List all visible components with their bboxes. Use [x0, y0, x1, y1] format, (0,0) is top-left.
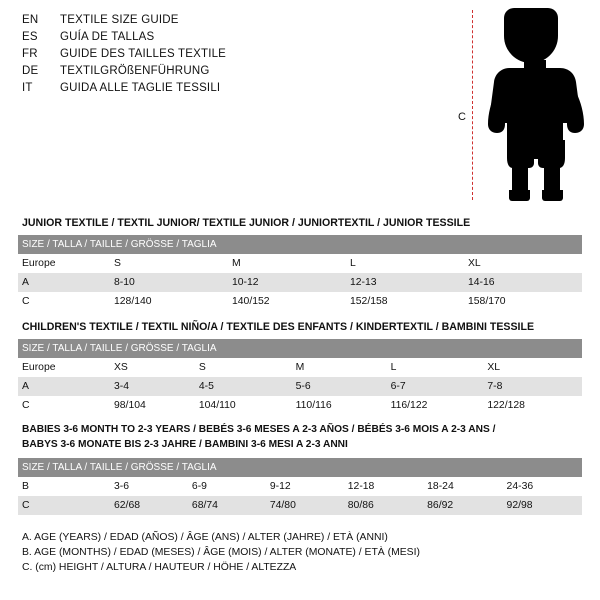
table-row	[18, 273, 582, 292]
cell: 12-13	[346, 273, 464, 292]
language-header	[22, 14, 442, 99]
cell: 7-8	[483, 377, 582, 396]
table-children-textile	[18, 339, 582, 415]
language-title: TEXTILE SIZE GUIDE	[60, 14, 179, 26]
cell: M	[228, 254, 346, 273]
cell: 14-16	[464, 273, 582, 292]
table-row	[18, 477, 582, 496]
cell: XL	[464, 254, 582, 273]
measurement-figure	[448, 6, 590, 202]
row-label: B	[18, 477, 110, 496]
row-label: A	[18, 377, 110, 396]
measurement-label-c: C	[458, 111, 466, 123]
table-row	[18, 292, 582, 311]
cell: 3-6	[110, 477, 188, 496]
row-label: C	[18, 292, 110, 311]
cell: 86/92	[423, 496, 502, 515]
cell: 122/128	[483, 396, 582, 415]
legend-block	[22, 530, 582, 575]
table-row	[18, 358, 582, 377]
language-code: EN	[22, 14, 39, 26]
table-row	[18, 377, 582, 396]
cell: 3-4	[110, 377, 195, 396]
language-code: DE	[22, 65, 39, 77]
cell: XL	[483, 358, 582, 377]
cell: S	[195, 358, 292, 377]
language-row	[22, 65, 442, 82]
cell: L	[346, 254, 464, 273]
cell: 152/158	[346, 292, 464, 311]
language-row	[22, 14, 442, 31]
cell: 80/86	[344, 496, 423, 515]
language-row	[22, 31, 442, 48]
cell: 92/98	[503, 496, 582, 515]
cell: 110/116	[292, 396, 387, 415]
language-code: ES	[22, 31, 38, 43]
cell: 8-10	[110, 273, 228, 292]
cell: 104/110	[195, 396, 292, 415]
language-title: GUÍA DE TALLAS	[60, 31, 155, 43]
height-guide-line	[472, 10, 473, 200]
legend-line-a: A. AGE (YEARS) / EDAD (AÑOS) / ÂGE (ANS) / ALTER (JAHRE) / ETÀ (ANNI)	[22, 532, 388, 543]
row-label: C	[18, 496, 110, 515]
table-header-label: SIZE / TALLA / TAILLE / GRÖSSE / TAGLIA	[18, 458, 582, 477]
row-label: C	[18, 396, 110, 415]
cell: 68/74	[188, 496, 266, 515]
cell: 62/68	[110, 496, 188, 515]
cell: 5-6	[292, 377, 387, 396]
table-header-label: SIZE / TALLA / TAILLE / GRÖSSE / TAGLIA	[18, 339, 582, 358]
section-title-junior: JUNIOR TEXTILE / TEXTIL JUNIOR/ TEXTILE JUNIOR / JUNIORTEXTIL / JUNIOR TESSILE	[22, 217, 471, 229]
cell: 18-24	[423, 477, 502, 496]
cell: 24-36	[503, 477, 582, 496]
row-label: Europe	[18, 358, 110, 377]
table-row	[18, 396, 582, 415]
section-title-babies-line1: BABIES 3-6 MONTH TO 2-3 YEARS / BEBÉS 3-6 MESES A 2-3 AÑOS / BÉBÉS 3-6 MOIS A 2-3 ANS /	[22, 424, 496, 435]
table-row	[18, 496, 582, 515]
legend-line-c: C. (cm) HEIGHT / ALTURA / HAUTEUR / HÖHE / ALTEZZA	[22, 562, 297, 573]
cell: M	[292, 358, 387, 377]
cell: 9-12	[266, 477, 344, 496]
section-title-babies-line2: BABYS 3-6 MONATE BIS 2-3 JAHRE / BAMBINI 3-6 MESI A 2-3 ANNI	[22, 439, 348, 450]
cell: 140/152	[228, 292, 346, 311]
language-code: FR	[22, 48, 38, 60]
row-label: A	[18, 273, 110, 292]
language-row	[22, 48, 442, 65]
language-code: IT	[22, 82, 33, 94]
table-header-row	[18, 458, 582, 477]
cell: 128/140	[110, 292, 228, 311]
row-label: Europe	[18, 254, 110, 273]
cell: 6-7	[387, 377, 484, 396]
section-title-children: CHILDREN'S TEXTILE / TEXTIL NIÑO/A / TEXTILE DES ENFANTS / KINDERTEXTIL / BAMBINI TESSILE	[22, 321, 535, 333]
cell: 116/122	[387, 396, 484, 415]
cell: L	[387, 358, 484, 377]
cell: XS	[110, 358, 195, 377]
table-row	[18, 254, 582, 273]
language-title: GUIDA ALLE TAGLIE TESSILI	[60, 82, 221, 94]
language-row	[22, 82, 442, 99]
table-header-row	[18, 235, 582, 254]
table-babies-textile	[18, 458, 582, 515]
cell: 158/170	[464, 292, 582, 311]
language-title: GUIDE DES TAILLES TEXTILE	[60, 48, 227, 60]
table-junior-textile	[18, 235, 582, 311]
cell: 6-9	[188, 477, 266, 496]
cell: S	[110, 254, 228, 273]
cell: 12-18	[344, 477, 423, 496]
table-header-row	[18, 339, 582, 358]
legend-line-b: B. AGE (MONTHS) / EDAD (MESES) / ÂGE (MOIS) / ALTER (MONATE) / ETÀ (MESI)	[22, 547, 420, 558]
language-title: TEXTILGRÖßENFÜHRUNG	[60, 65, 210, 77]
table-header-label: SIZE / TALLA / TAILLE / GRÖSSE / TAGLIA	[18, 235, 582, 254]
cell: 10-12	[228, 273, 346, 292]
cell: 98/104	[110, 396, 195, 415]
cell: 4-5	[195, 377, 292, 396]
child-silhouette-icon	[484, 6, 588, 202]
cell: 74/80	[266, 496, 344, 515]
